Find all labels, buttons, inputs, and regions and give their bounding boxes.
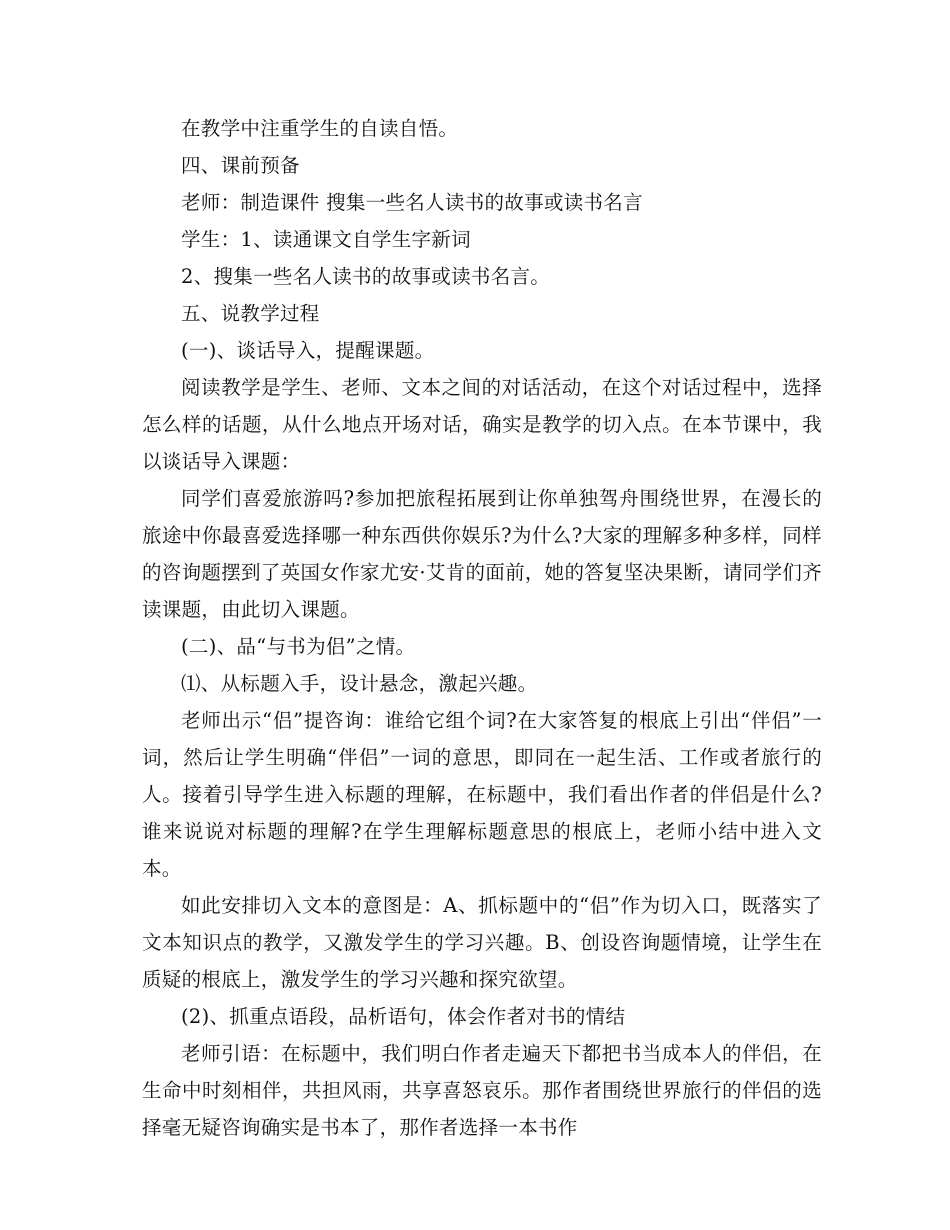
paragraph-intent: 如此安排切入文本的意图是：A、抓标题中的“侣”作为切入口，既落实了文本知识点的教学，又激发学生的学习兴趣。B、创设咨询题情境，让学生在质疑的根底上，激发学生的学习兴趣和探究欲望。 <box>142 894 822 991</box>
paragraph-student-prep-2: 2、搜集一些名人读书的故事或读书名言。 <box>181 265 551 288</box>
section-heading-preparation: 四、课前预备 <box>181 154 300 177</box>
subheading-companion: (二)、品“与书为侣”之情。 <box>181 635 416 658</box>
subheading-title-entry: ⑴、从标题入手，设计悬念，激起兴趣。 <box>181 672 538 695</box>
paragraph-teacher-prep: 老师：制造课件 搜集一些名人读书的故事或读书名言 <box>181 191 643 214</box>
paragraph-reading-teaching: 阅读教学是学生、老师、文本之间的对话活动，在这个对话过程中，选择怎么样的话题，从什么地点开场对话，确实是教学的切入点。在本节课中，我以谈话导入课题： <box>142 376 822 473</box>
paragraph-student-prep-1: 学生：1、读通课文自学生字新词 <box>181 228 471 251</box>
section-heading-process: 五、说教学过程 <box>181 302 320 325</box>
document-body <box>142 110 822 1146</box>
subheading-intro: (一)、谈话导入，提醒课题。 <box>181 339 435 362</box>
paragraph-1: 在教学中注重学生的自读自悟。 <box>181 117 459 140</box>
subheading-key-passages: (2)、抓重点语段，品析语句，体会作者对书的情结 <box>181 1005 626 1028</box>
paragraph-travel-question: 同学们喜爱旅游吗?参加把旅程拓展到让你单独驾舟围绕世界，在漫长的旅途中你最喜爱选择哪一种东西供你娱乐?为什么?大家的理解多种多样，同样的咨询题摆到了英国女作家尤安·艾肯的面前，她的答复坚决果断，请同学们齐读课题，由此切入课题。 <box>142 487 822 621</box>
paragraph-teacher-lead: 老师引语：在标题中，我们明白作者走遍天下都把书当成本人的伴侣，在生命中时刻相伴，共担风雨，共享喜怒哀乐。那作者围绕世界旅行的伴侣的选择毫无疑咨询确实是书本了，那作者选择一本书作 <box>142 1042 822 1139</box>
paragraph-teacher-shows: 老师出示“侣”提咨询：谁给它组个词?在大家答复的根底上引出“伴侣”一词，然后让学生明确“伴侣”一词的意思，即同在一起生活、工作或者旅行的人。接着引导学生进入标题的理解，在标题中，我们看出作者的伴侣是什么?谁来说说对标题的理解?在学生理解标题意思的根底上，老师小结中进入文本。 <box>142 709 822 880</box>
